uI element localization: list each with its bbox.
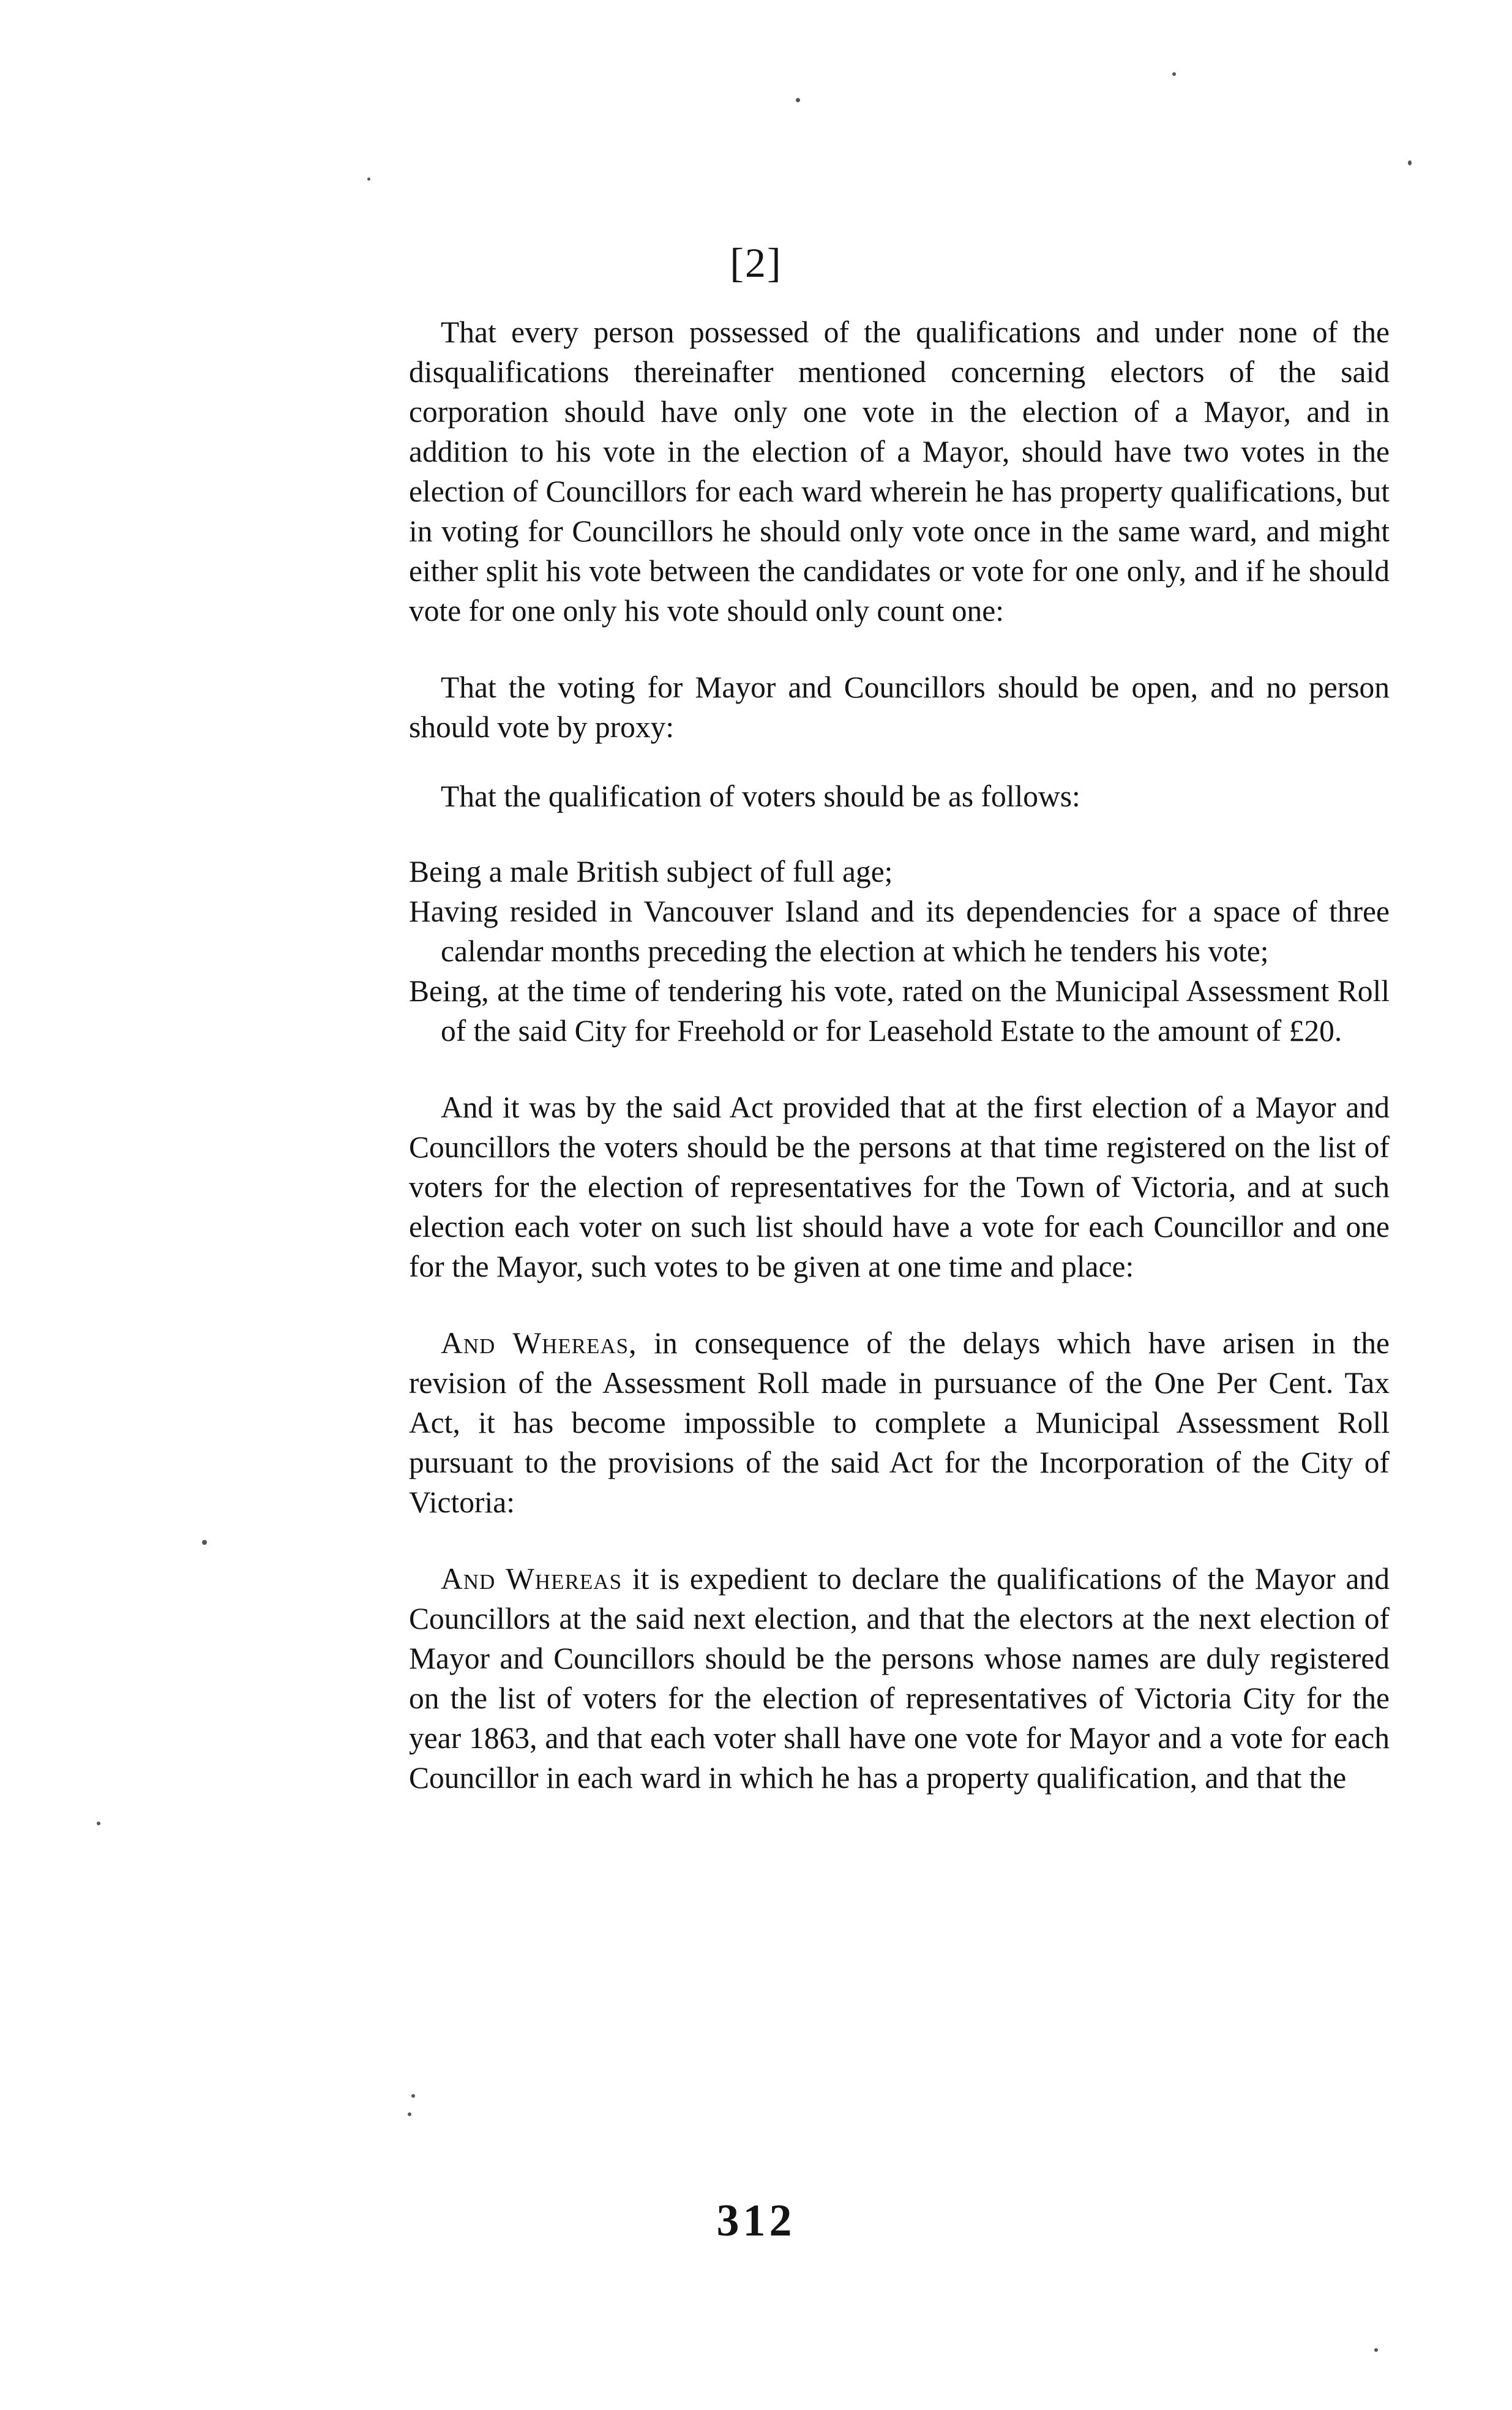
whereas-text: in consequence of the delays which have arisen in the revision of the Assessment Roll made in pursuance of the One Per Cent. Tax Act, it has become impossible to complete a Municipal Assessment Roll pursuant to the provisions of the said Act for the Incorporation of the City of Victoria: <box>409 1326 1390 1519</box>
scan-speck <box>411 2094 415 2098</box>
paragraph-voting-rights: That every person possessed of the qualifications and under none of the disqualifications thereinafter mentioned concerning electors of the said corporation should have only one vote in the election of a Mayor, and in addition to his vote in the election of a Mayor, should have two votes in the election of Councillors for each ward wherein he has property qualifications, but in voting for Councillors he should only vote once in the same ward, and might either split his vote between the candidates or vote for one only, and if he should vote for one only his vote should only count one: <box>409 315 1390 628</box>
whereas-text: it is expedient to declare the qualifications of the Mayor and Councillors at the said next election, and that the electors at the next election of Mayor and Councillors should be the persons whose names are duly registered on the list of voters for the election of representatives of Victoria City for the year 1863, and that each voter shall have one vote for Mayor and a vote for each Councillor in each ward in which he has a property qualification, and that the <box>409 1562 1390 1795</box>
qualification-item: Being a male British subject of full age; <box>409 855 893 888</box>
scan-speck <box>1374 2348 1378 2352</box>
scan-speck <box>1172 72 1176 76</box>
scan-speck <box>796 98 800 102</box>
catalog-number: 312 <box>716 2196 796 2246</box>
scan-speck <box>408 2112 411 2116</box>
whereas-lead: And Whereas <box>441 1562 623 1596</box>
body-text <box>409 312 1390 1798</box>
qualification-item: Having resided in Vancouver Island and its dependencies for a space of three calendar months preceding the election at which he tenders his vote; <box>409 895 1390 968</box>
paragraph-whereas-delays <box>409 1323 1390 1522</box>
scan-speck <box>367 178 370 181</box>
paragraph-open-voting: That the voting for Mayor and Councillors should be open, and no person should vote by proxy: <box>409 670 1390 744</box>
scan-speck <box>1408 160 1412 165</box>
scan-speck <box>202 1540 207 1545</box>
qualification-item: Being, at the time of tendering his vote, rated on the Municipal Assessment Roll of the said City for Freehold or for Leasehold Estate to the amount of £20. <box>409 974 1390 1048</box>
page-number: [2] <box>730 239 782 286</box>
qualification-list <box>409 852 1390 1051</box>
whereas-lead: And Whereas, <box>441 1326 637 1360</box>
paragraph-whereas-expedient <box>409 1559 1390 1798</box>
paragraph-first-election: And it was by the said Act provided that at the first election of a Mayor and Councillors the voters should be the persons at that time registered on the list of voters for the election of representatives for the Town of Victoria, and at such election each voter on such list should have a vote for each Councillor and one for the Mayor, such votes to be given at one time and place: <box>409 1091 1390 1283</box>
scan-speck <box>97 1822 100 1825</box>
paragraph-qualification-intro: That the qualification of voters should be as follows: <box>441 779 1080 813</box>
